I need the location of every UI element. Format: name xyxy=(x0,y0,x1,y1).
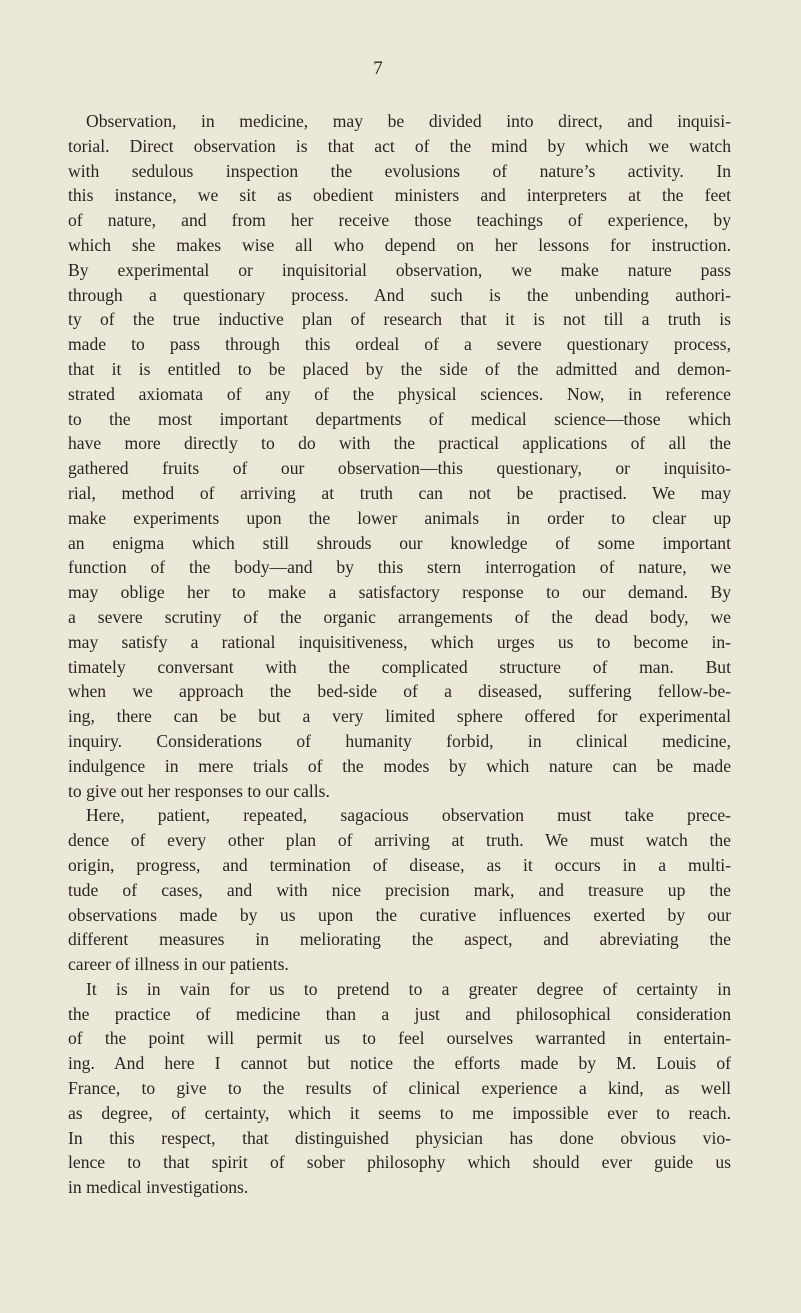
text-line: the practice of medicine than a just and philosophical consideration xyxy=(68,1003,731,1024)
text-line: may satisfy a rational inquisitiveness, which urges us to become in- xyxy=(68,631,731,652)
text-line: Observation, in medicine, may be divided into direct, and inquisi- xyxy=(86,111,731,131)
text-line: an enigma which still shrouds our knowledge of some important xyxy=(68,532,731,553)
text-line: timately conversant with the complicated structure of man. But xyxy=(68,656,731,677)
text-line: dence of every other plan of arriving at truth. We must watch the xyxy=(68,830,731,851)
text-line: strated axiomata of any of the physical sciences. Now, in reference xyxy=(68,383,731,404)
text-line: It is in vain for us to pretend to a greater degree of certainty in xyxy=(86,978,731,999)
text-line: of nature, and from her receive those teachings of experience, by xyxy=(68,210,731,231)
text-line: ing. And here I cannot but notice the efforts made by M. Louis of xyxy=(68,1053,731,1074)
page-number: 7 xyxy=(373,58,383,79)
text-line: lence to that spirit of sober philosophy which should ever guide us xyxy=(68,1152,731,1173)
text-line: through a questionary process. And such is the unbending authori- xyxy=(68,284,731,305)
text-line: a severe scrutiny of the organic arrangements of the dead body, we xyxy=(68,606,731,627)
text-line: France, to give to the results of clinical experience a kind, as well xyxy=(68,1078,731,1099)
text-line: origin, progress, and termination of disease, as it occurs in a multi- xyxy=(68,854,731,875)
text-line: torial. Direct observation is that act of the mind by which we watch xyxy=(68,135,731,156)
text-line: to give out her responses to our calls. xyxy=(68,780,330,801)
text-line: of the point will permit us to feel ourselves warranted in entertain- xyxy=(68,1028,731,1049)
text-line: ty of the true inductive plan of research that it is not till a truth is xyxy=(68,309,731,330)
text-line: tude of cases, and with nice precision mark, and treasure up the xyxy=(68,879,731,900)
text-line: gathered fruits of our observation—this questionary, or inquisito- xyxy=(68,458,731,479)
text-line: observations made by us upon the curative influences exerted by our xyxy=(68,904,731,925)
text-line: different measures in meliorating the aspect, and abreviating the xyxy=(68,929,731,950)
text-line: In this respect, that distinguished physician has done obvious vio- xyxy=(68,1127,731,1148)
text-line: to the most important departments of medical science—those which xyxy=(68,408,731,429)
text-line: when we approach the bed-side of a diseased, suffering fellow-be- xyxy=(68,681,731,702)
text-line: function of the body—and by this stern interrogation of nature, we xyxy=(68,557,731,578)
text-line: with sedulous inspection the evolusions of nature’s activity. In xyxy=(68,160,731,181)
text-line: as degree, of certainty, which it seems to me impossible ever to reach. xyxy=(68,1102,731,1123)
text-line: rial, method of arriving at truth can not be practised. We may xyxy=(68,482,731,503)
text-line: make experiments upon the lower animals in order to clear up xyxy=(68,507,731,528)
text-line: this instance, we sit as obedient ministers and interpreters at the feet xyxy=(68,185,731,206)
body-text xyxy=(68,109,731,1200)
text-line: have more directly to do with the practical applications of all the xyxy=(68,433,731,454)
text-line: inquiry. Considerations of humanity forbid, in clinical medicine, xyxy=(68,730,731,751)
text-line: that it is entitled to be placed by the side of the admitted and demon- xyxy=(68,358,731,379)
text-line: Here, patient, repeated, sagacious observation must take prece- xyxy=(86,805,731,826)
text-line: which she makes wise all who depend on her lessons for instruction. xyxy=(68,234,731,255)
text-line: ing, there can be but a very limited sphere offered for experimental xyxy=(68,706,731,727)
text-line: By experimental or inquisitorial observation, we make nature pass xyxy=(68,259,731,280)
text-line: made to pass through this ordeal of a severe questionary process, xyxy=(68,334,731,355)
text-line: in medical investigations. xyxy=(68,1177,249,1198)
text-line: indulgence in mere trials of the modes by which nature can be made xyxy=(68,755,731,776)
text-line: career of illness in our patients. xyxy=(68,954,289,975)
text-line: may oblige her to make a satisfactory response to our demand. By xyxy=(68,582,731,603)
